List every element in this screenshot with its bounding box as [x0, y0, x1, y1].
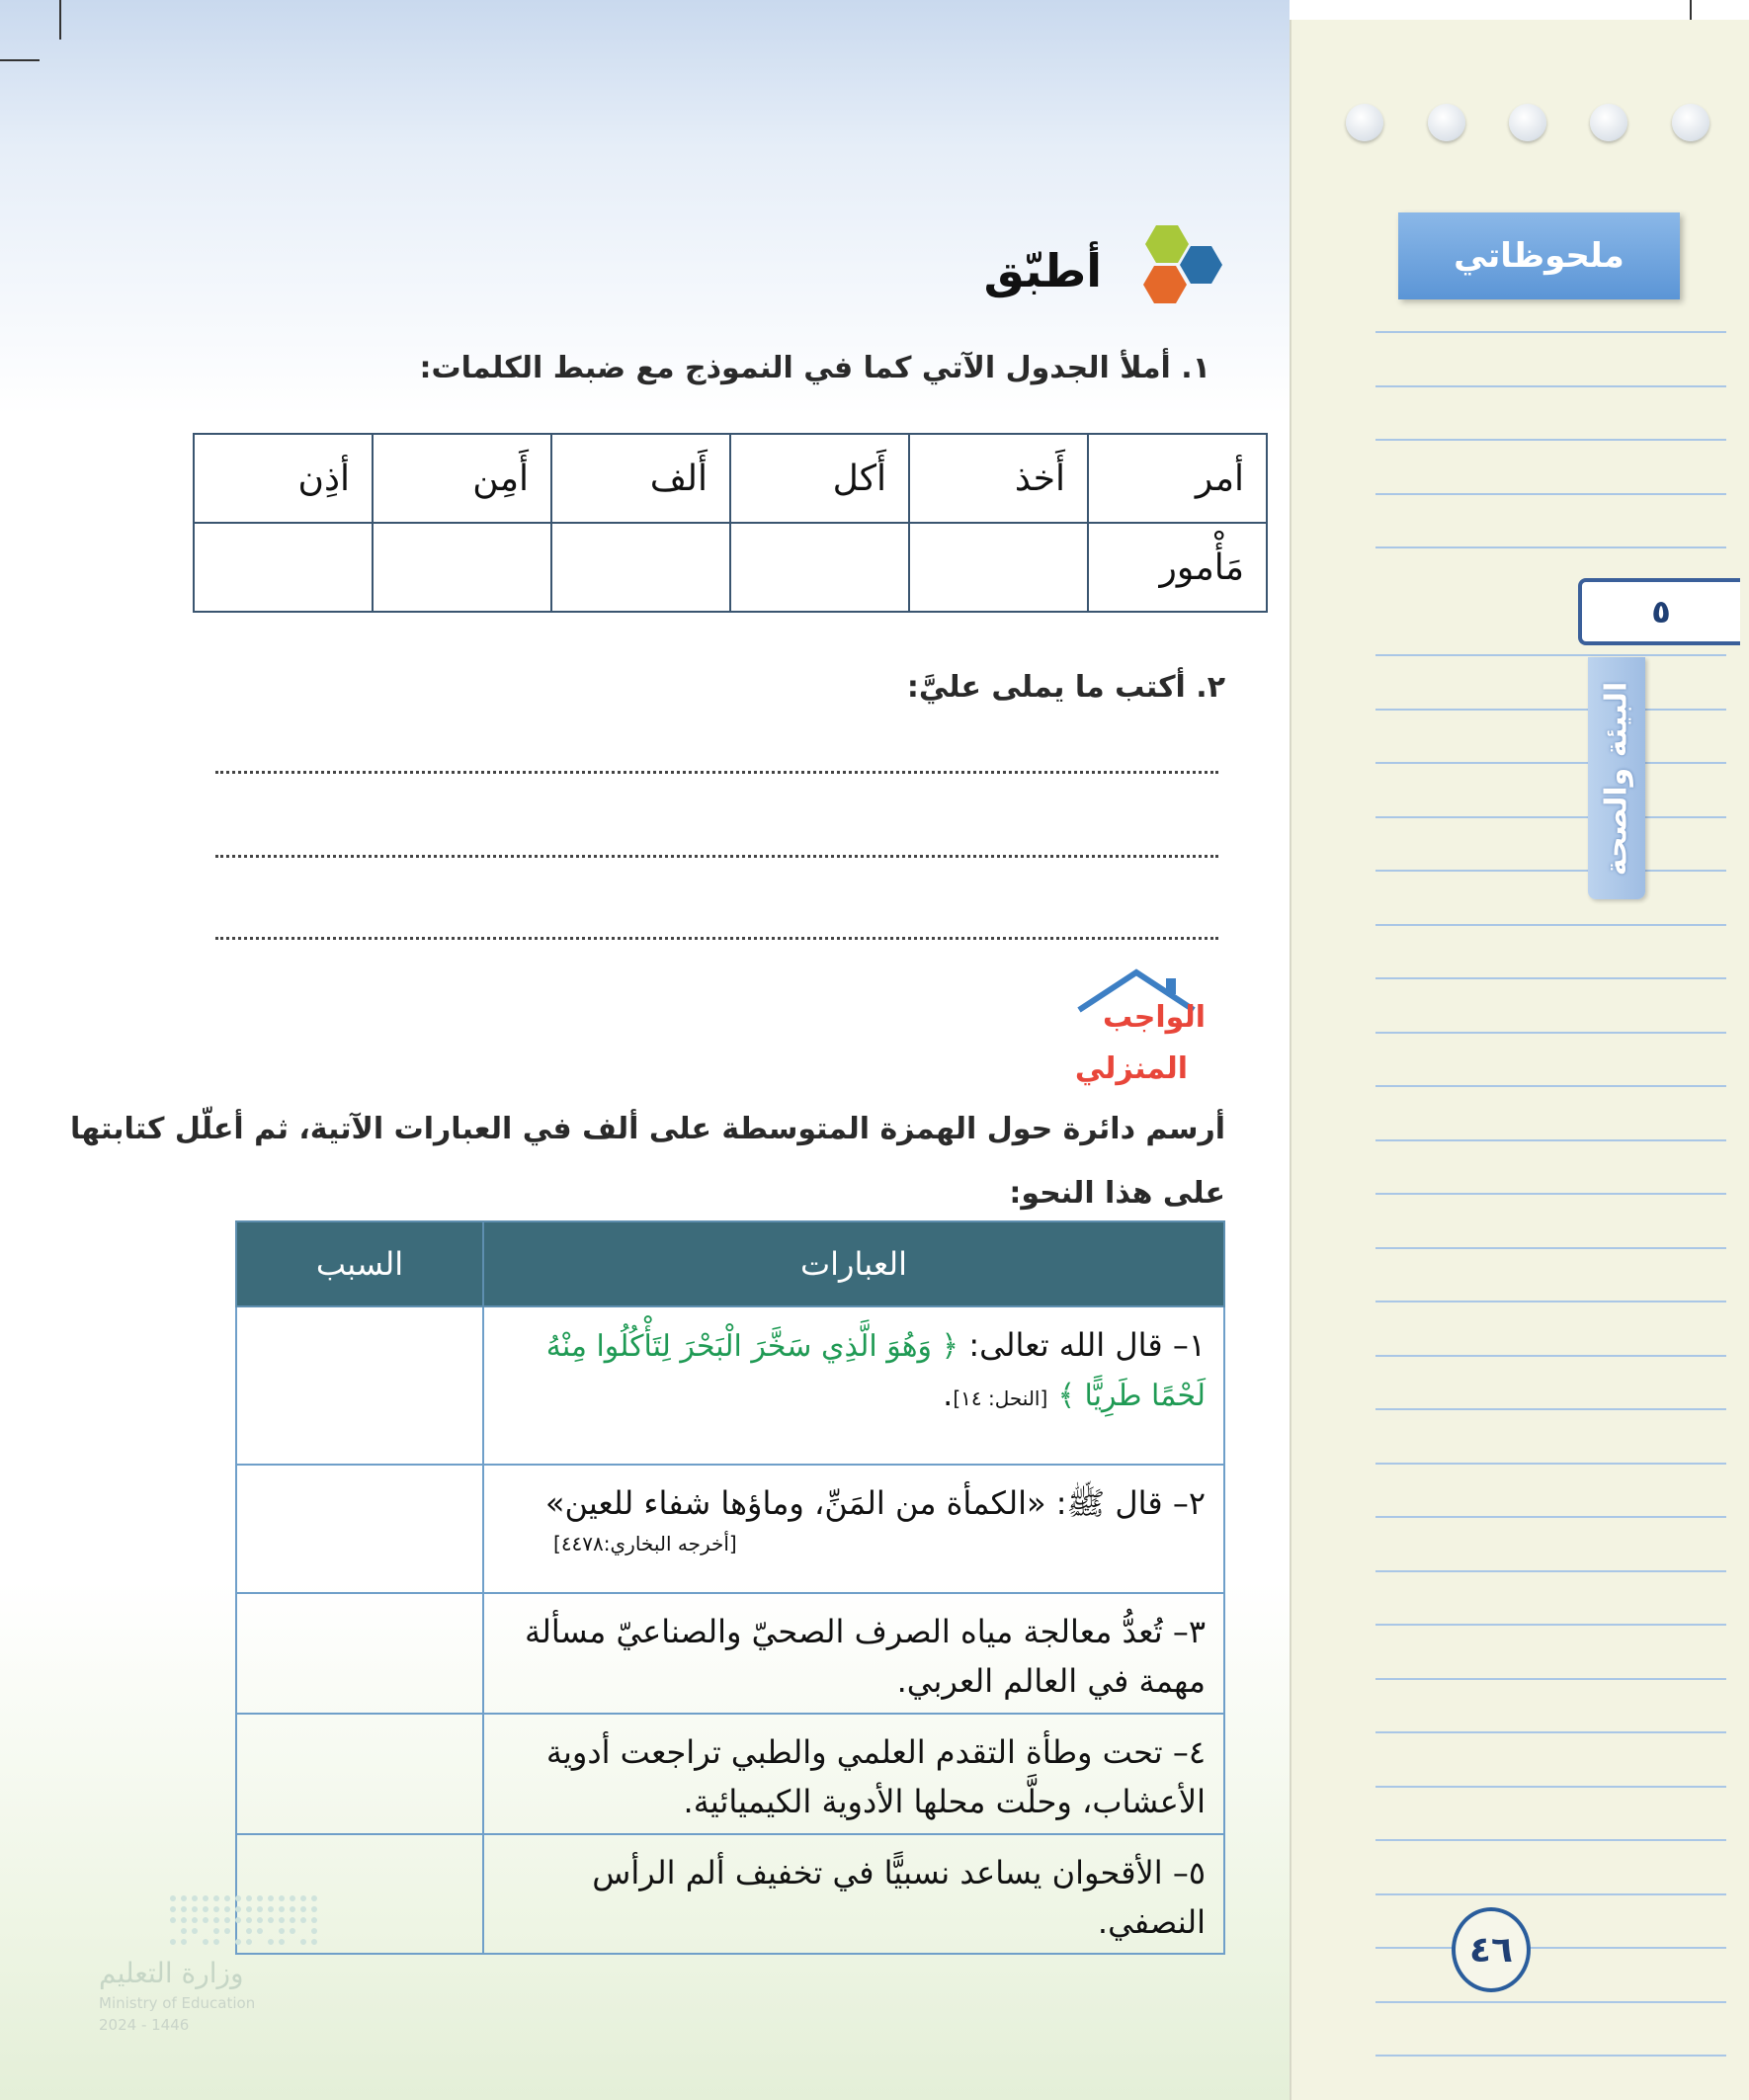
logo-dot — [203, 1917, 208, 1923]
logo-dot — [246, 1895, 252, 1901]
answers-row — [194, 523, 1267, 612]
edition-year: 2024 - 1446 — [99, 2016, 190, 2034]
ruled-line — [1375, 331, 1726, 333]
logo-dot — [235, 1917, 241, 1923]
quran-verse: ﴿ وَهُوَ الَّذِي سَخَّرَ الْبَحْرَ لِتَأْكُلُوا مِنْهُ لَحْمًا طَرِيًّا ﴾ — [545, 1329, 1206, 1413]
logo-dot — [279, 1917, 285, 1923]
reasons-header-row — [236, 1221, 1224, 1306]
logo-dot — [268, 1895, 274, 1901]
logo-dot — [181, 1906, 187, 1912]
ruled-line — [1375, 2055, 1726, 2057]
logo-dot — [213, 1917, 219, 1923]
table-row — [236, 1834, 1224, 1954]
homework-label-line2: المنزلي — [1074, 1051, 1188, 1086]
verse-reference: [النحل: ١٤] — [953, 1386, 1048, 1410]
word-cell: أَمِن — [373, 434, 551, 523]
ruled-line — [1375, 1085, 1726, 1087]
statement-prefix: ١– قال الله تعالى: — [958, 1326, 1206, 1364]
unit-title-tab — [1588, 657, 1645, 899]
ruled-line — [1375, 1516, 1726, 1518]
logo-dot — [290, 1906, 295, 1912]
logo-dot — [203, 1939, 208, 1945]
ruled-line — [1375, 654, 1726, 656]
logo-dot — [192, 1917, 198, 1923]
table-row — [236, 1593, 1224, 1714]
word-cell: أذِن — [194, 434, 373, 523]
logo-dot — [246, 1939, 252, 1945]
section-title: أطبّق — [983, 244, 1102, 297]
logo-dot — [170, 1939, 176, 1945]
logo-dot — [192, 1906, 198, 1912]
logo-dot — [290, 1895, 295, 1901]
logo-dot — [170, 1895, 176, 1901]
ruled-line — [1375, 924, 1726, 926]
logo-dot — [311, 1895, 317, 1901]
ruled-line — [1375, 2001, 1726, 2003]
logo-dot — [203, 1895, 208, 1901]
binder-hole — [1428, 104, 1465, 141]
logo-dot — [181, 1895, 187, 1901]
section-header — [983, 222, 1225, 321]
ruled-line — [1375, 1786, 1726, 1788]
word-cell: أَكل — [730, 434, 909, 523]
hexagons-icon — [1117, 222, 1225, 321]
logo-dot — [279, 1939, 285, 1945]
answer-cell[interactable] — [730, 523, 909, 612]
logo-dot — [181, 1939, 187, 1945]
answer-cell[interactable]: مَأْمور — [1088, 523, 1267, 612]
ruled-line — [1375, 1408, 1726, 1410]
logo-dot — [235, 1939, 241, 1945]
logo-dot — [181, 1917, 187, 1923]
answer-cell[interactable] — [551, 523, 730, 612]
logo-dot — [192, 1928, 198, 1934]
crop-mark — [59, 0, 61, 40]
ruled-line — [1375, 1139, 1726, 1141]
ministry-name-ar: وزارة التعليم — [99, 1957, 244, 1989]
answer-cell[interactable] — [194, 523, 373, 612]
word-cell: أمر — [1088, 434, 1267, 523]
table-row — [236, 1714, 1224, 1834]
table-row — [236, 1465, 1224, 1593]
statement-text: ٤– تحت وطأة التقدم العلمي والطبي تراجعت أدوية الأعشاب، وحلَّت محلها الأدوية الكيميائية. — [483, 1714, 1224, 1834]
reason-cell[interactable] — [236, 1465, 483, 1593]
dictation-line[interactable] — [215, 855, 1218, 858]
notes-title: ملحوظاتي — [1398, 212, 1680, 299]
logo-dot — [213, 1895, 219, 1901]
logo-dot — [290, 1928, 295, 1934]
ministry-name-en: Ministry of Education — [99, 1994, 256, 2012]
logo-dot — [268, 1917, 274, 1923]
ministry-logo-dots — [170, 1895, 328, 1953]
ruled-line — [1375, 385, 1726, 387]
logo-dot — [257, 1917, 263, 1923]
reason-cell[interactable] — [236, 1593, 483, 1714]
ruled-line — [1375, 709, 1726, 711]
logo-dot — [311, 1917, 317, 1923]
logo-dot — [300, 1939, 306, 1945]
logo-dot — [311, 1906, 317, 1912]
logo-dot — [181, 1928, 187, 1934]
ruled-line — [1375, 1678, 1726, 1680]
table-row — [236, 1306, 1224, 1465]
logo-dot — [311, 1928, 317, 1934]
logo-dot — [224, 1928, 230, 1934]
logo-dot — [224, 1895, 230, 1901]
statement-cell — [483, 1306, 1224, 1465]
logo-dot — [268, 1906, 274, 1912]
logo-dot — [213, 1939, 219, 1945]
ruled-line — [1375, 1947, 1726, 1949]
homework-badge — [1067, 966, 1206, 1105]
binder-hole — [1590, 104, 1627, 141]
reason-cell[interactable] — [236, 1306, 483, 1465]
answer-cell[interactable] — [909, 523, 1088, 612]
header-statements: العبارات — [483, 1221, 1224, 1306]
logo-dot — [224, 1906, 230, 1912]
exercise1-question: ١. أملأ الجدول الآتي كما في النموذج مع ضبط الكلمات: — [419, 351, 1210, 385]
ruled-line — [1375, 1893, 1726, 1895]
binder-hole — [1672, 104, 1709, 141]
ruled-line — [1375, 439, 1726, 441]
statement-text: ٥– الأقحوان يساعد نسبيًّا في تخفيف ألم الرأس النصفي. — [483, 1834, 1224, 1954]
notes-panel — [1290, 20, 1749, 2100]
logo-dot — [300, 1906, 306, 1912]
logo-dot — [246, 1928, 252, 1934]
logo-dot — [235, 1906, 241, 1912]
dictation-line[interactable] — [215, 771, 1218, 774]
ruled-line — [1375, 493, 1726, 495]
binder-hole — [1509, 104, 1546, 141]
ruled-line — [1375, 1463, 1726, 1465]
binder-hole — [1346, 104, 1383, 141]
word-cell: أَلف — [551, 434, 730, 523]
logo-dot — [224, 1917, 230, 1923]
hadith-reference: [أخرجه البخاري:٤٤٧٨] — [553, 1531, 737, 1555]
ruled-line — [1375, 870, 1726, 872]
logo-dot — [257, 1895, 263, 1901]
logo-dot — [170, 1917, 176, 1923]
statement-end: . — [943, 1375, 954, 1413]
ruled-line — [1375, 1839, 1726, 1841]
logo-dot — [279, 1895, 285, 1901]
words-table — [193, 433, 1268, 613]
ruled-line — [1375, 977, 1726, 979]
logo-dot — [311, 1939, 317, 1945]
answer-cell[interactable] — [373, 523, 551, 612]
ruled-line — [1375, 816, 1726, 818]
reasons-table — [235, 1220, 1225, 1955]
ruled-line — [1375, 1731, 1726, 1733]
logo-dot — [290, 1917, 295, 1923]
logo-dot — [268, 1939, 274, 1945]
logo-dot — [213, 1928, 219, 1934]
logo-dot — [300, 1895, 306, 1901]
ruled-line — [1375, 1032, 1726, 1034]
unit-number: ٥ — [1578, 578, 1740, 645]
page-number: ٤٦ — [1452, 1907, 1531, 1992]
logo-dot — [192, 1895, 198, 1901]
dictation-line[interactable] — [215, 937, 1218, 940]
homework-label-line1: الواجب — [1102, 1000, 1206, 1035]
homework-instruction-line2: على هذا النحو: — [1009, 1176, 1225, 1211]
ruled-line — [1375, 762, 1726, 764]
statement-text: ٢– قال ﷺ: «الكمأة من المَنِّ، وماؤها شفاء للعين» — [544, 1484, 1206, 1522]
ruled-line — [1375, 1570, 1726, 1572]
logo-dot — [279, 1906, 285, 1912]
ruled-line — [1375, 1301, 1726, 1302]
word-cell: أَخذ — [909, 434, 1088, 523]
logo-dot — [213, 1906, 219, 1912]
logo-dot — [257, 1928, 263, 1934]
ruled-line — [1375, 546, 1726, 548]
statement-text: ٣– تُعدُّ معالجة مياه الصرف الصحيّ والصناعيّ مسألة مهمة في العالم العربي. — [483, 1593, 1224, 1714]
logo-dot — [235, 1895, 241, 1901]
unit-title: البيئة والصحة — [1599, 681, 1634, 876]
ruled-line — [1375, 1355, 1726, 1357]
logo-dot — [246, 1906, 252, 1912]
logo-dot — [257, 1906, 263, 1912]
ministry-watermark — [99, 1895, 326, 2044]
crop-mark — [0, 59, 40, 61]
logo-dot — [170, 1906, 176, 1912]
exercise2-question: ٢. أكتب ما يملى عليَّ: — [906, 670, 1225, 705]
logo-dot — [203, 1906, 208, 1912]
logo-dot — [279, 1928, 285, 1934]
homework-instruction-line1: أرسم دائرة حول الهمزة المتوسطة على ألف في العبارات الآتية، ثم أعلّل كتابتها — [69, 1112, 1225, 1146]
logo-dot — [246, 1917, 252, 1923]
ruled-line — [1375, 1193, 1726, 1195]
header-reason: السبب — [236, 1221, 483, 1306]
ruled-line — [1375, 1247, 1726, 1249]
statement-cell — [483, 1465, 1224, 1593]
words-row — [194, 434, 1267, 523]
logo-dot — [300, 1917, 306, 1923]
reason-cell[interactable] — [236, 1714, 483, 1834]
ruled-line — [1375, 1624, 1726, 1626]
